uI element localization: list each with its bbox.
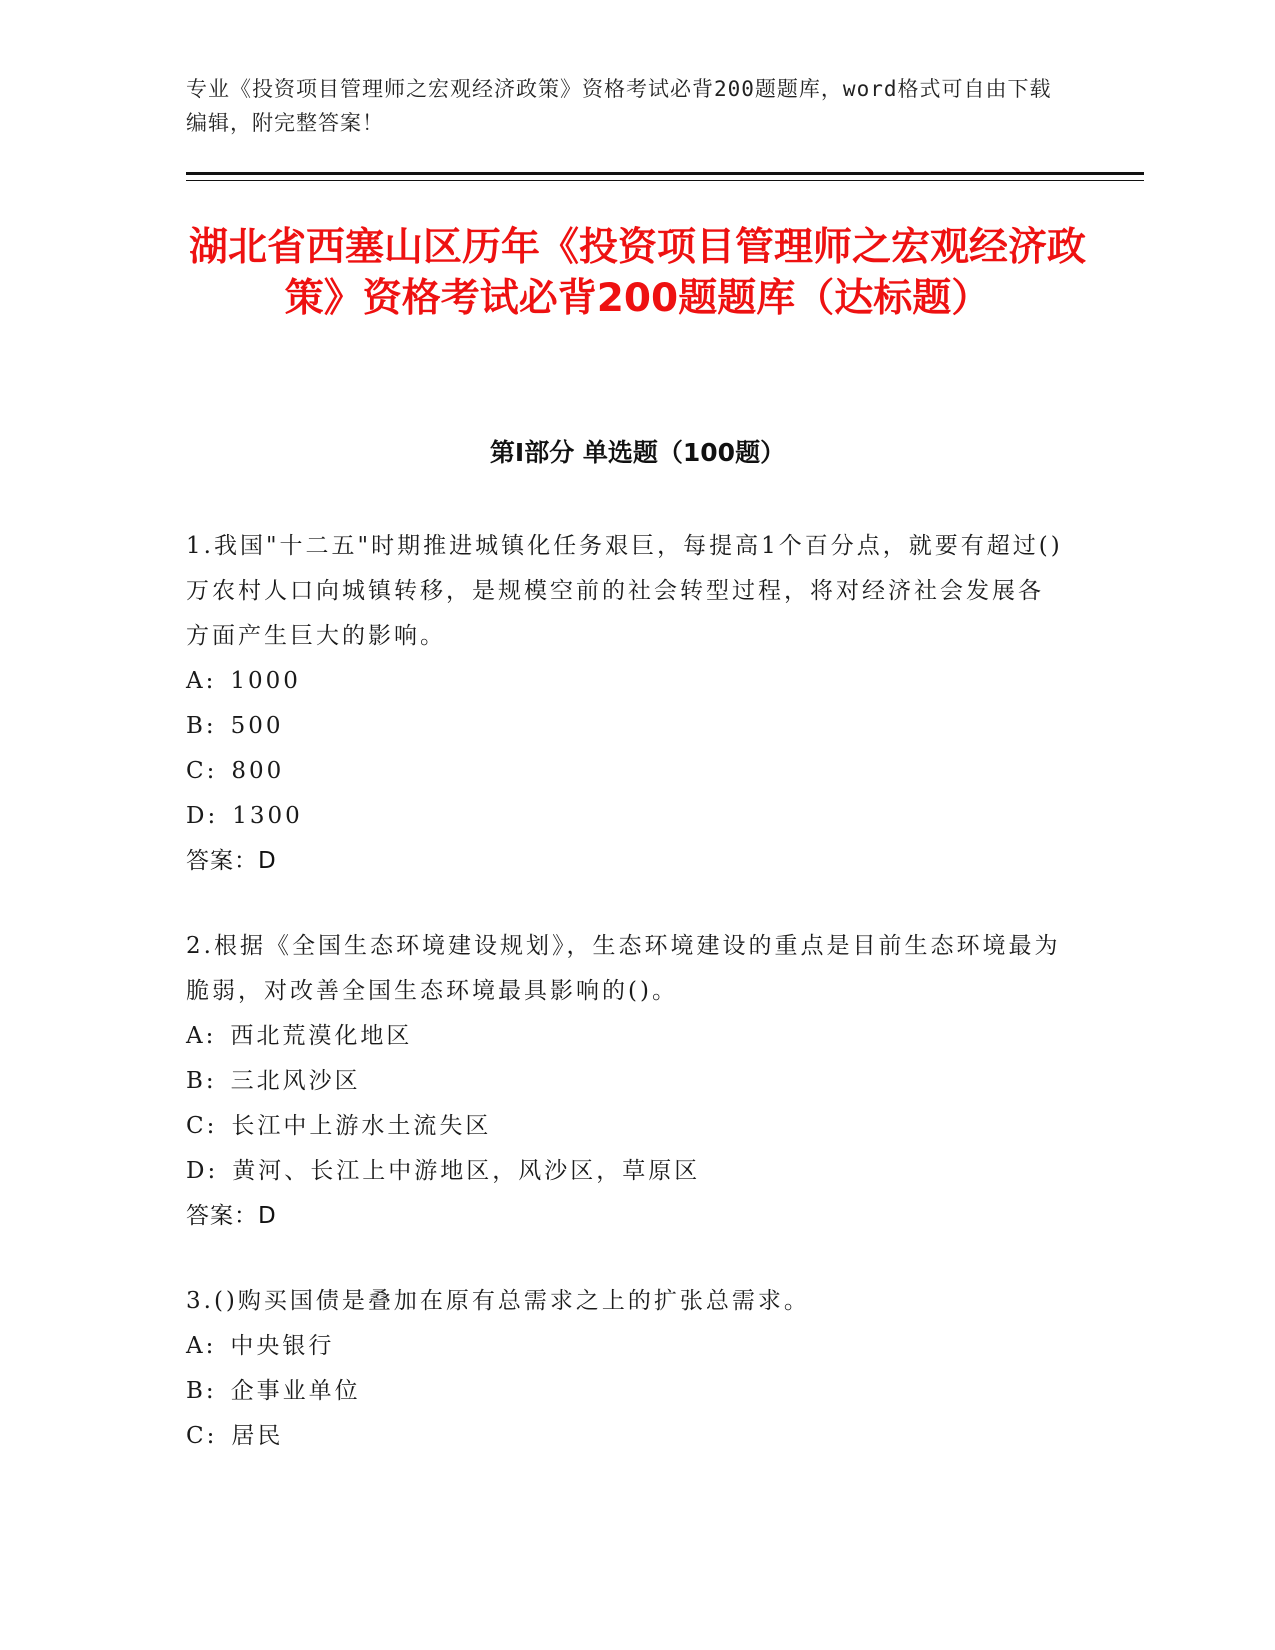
option-text: 居民 (231, 1423, 284, 1449)
answer-text: 答案：D (186, 1203, 277, 1229)
option-letter: C (186, 758, 207, 784)
option-text: 800 (231, 758, 285, 784)
option-letter: B (186, 1068, 206, 1094)
option-separator: : (205, 1023, 217, 1049)
option-text: 西北荒漠化地区 (230, 1023, 413, 1049)
answer-text: 答案：D (186, 848, 277, 874)
option-letter: C (186, 1423, 207, 1449)
option-text: 1000 (230, 668, 301, 694)
header-rule-thin (186, 180, 1144, 181)
option-separator: : (205, 1333, 217, 1359)
option-text: 中央银行 (230, 1333, 335, 1359)
option-text: 三北风沙区 (230, 1068, 361, 1094)
question-list (186, 524, 1066, 1499)
option-separator: : (206, 1423, 218, 1449)
option-letter: B (186, 1378, 206, 1404)
question-text: 2.根据《全国生态环境建设规划》，生态环境建设的重点是目前生态环境最为脆弱，对改善全国生态环境最具影响的()。 (186, 933, 1061, 1004)
option-text: 长江中上游水土流失区 (231, 1113, 492, 1139)
option-separator: : (207, 1158, 219, 1184)
option-letter: B (186, 713, 206, 739)
option-letter: A (186, 668, 206, 694)
option-text: 企事业单位 (230, 1378, 361, 1404)
option-letter: A (186, 1023, 206, 1049)
option-separator: : (207, 803, 219, 829)
option-separator: : (205, 713, 217, 739)
option-text: 1300 (232, 803, 303, 829)
option-d (186, 794, 1066, 839)
option-separator: : (206, 758, 218, 784)
question-1 (186, 524, 1066, 884)
option-separator: : (205, 1068, 217, 1094)
header-note: 专业《投资项目管理师之宏观经济政策》资格考试必背200题题库，word格式可自由下载编辑，附完整答案！ (186, 77, 1052, 135)
option-separator: : (205, 668, 217, 694)
option-separator: : (205, 1378, 217, 1404)
option-letter: C (186, 1113, 207, 1139)
option-b (186, 1369, 1066, 1414)
question-text: 1.我国"十二五"时期推进城镇化任务艰巨，每提高1个百分点，就要有超过()万农村人口向城镇转移，是规模空前的社会转型过程，将对经济社会发展各方面产生巨大的影响。 (186, 533, 1063, 649)
option-b (186, 704, 1066, 749)
option-letter: A (186, 1333, 206, 1359)
header-rule-thick (186, 172, 1144, 175)
document-title: 湖北省西塞山区历年《投资项目管理师之宏观经济政策》资格考试必背200题题库（达标题） (188, 225, 1086, 321)
option-letter: D (186, 803, 208, 829)
option-text: 黄河、长江上中游地区，风沙区，草原区 (232, 1158, 701, 1184)
option-a (186, 659, 1066, 704)
option-b (186, 1059, 1066, 1104)
option-text: 500 (230, 713, 284, 739)
option-c (186, 1414, 1066, 1459)
option-a (186, 1014, 1066, 1059)
option-separator: : (206, 1113, 218, 1139)
question-3 (186, 1279, 1066, 1459)
option-letter: D (186, 1158, 208, 1184)
question-2 (186, 924, 1066, 1239)
option-a (186, 1324, 1066, 1369)
option-d (186, 1149, 1066, 1194)
question-text: 3.()购买国债是叠加在原有总需求之上的扩张总需求。 (186, 1288, 810, 1314)
section-title: 第Ⅰ部分 单选题（100题） (489, 438, 786, 467)
option-c (186, 749, 1066, 794)
option-c (186, 1104, 1066, 1149)
